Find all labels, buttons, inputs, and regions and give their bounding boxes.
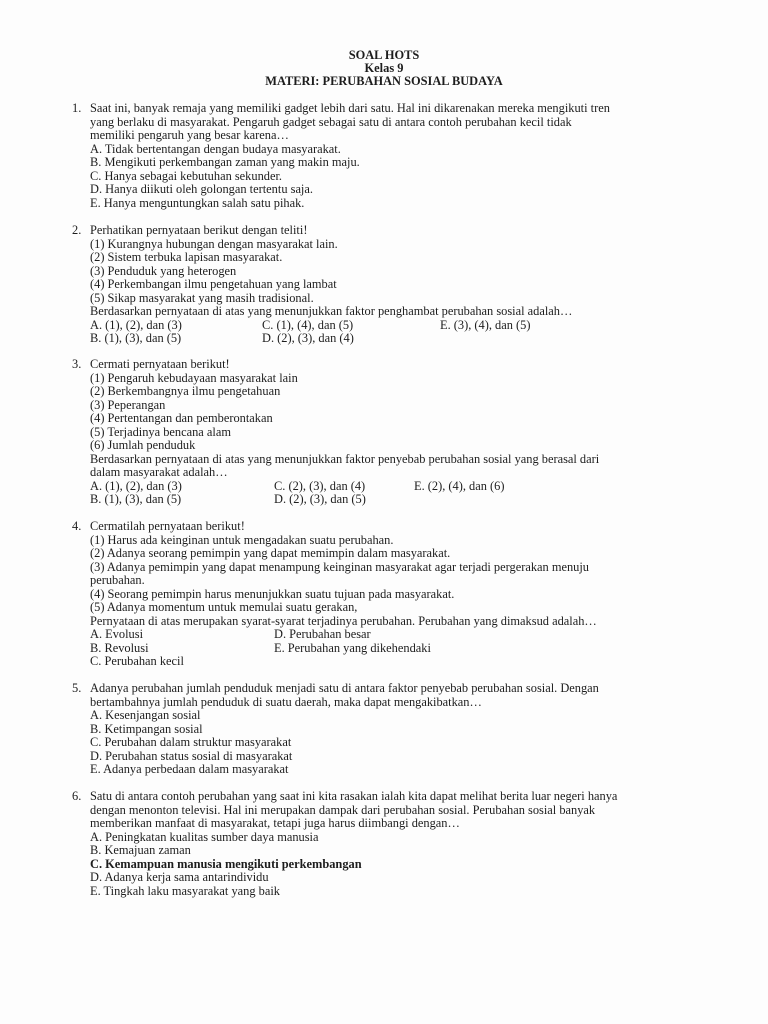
question-stem: 6. Satu di antara contoh perubahan yang saat ini kita rasakan ialah kita dapat melihat berita luar negeri hanya dengan menonton televisi. Hal ini merupakan dampak dari perubahan sosial. Perubahan sosial banyak memberikan manfaat di masyarakat, tetapi juga harus diimbangi dengan… <box>72 789 618 830</box>
topic-label: MATERI: PERUBAHAN SOSIAL BUDAYA <box>265 74 503 88</box>
question-stem: 2. Perhatikan pernyataan berikut dengan teliti! <box>72 223 308 237</box>
option-b: B. (1), (3), dan (5) <box>90 331 182 345</box>
option-c: C. Perubahan kecil <box>90 654 184 668</box>
question-number: 3. <box>72 357 82 371</box>
grade-label: Kelas 9 <box>364 61 404 75</box>
statement: (5) Sikap masyarakat yang masih tradisional. <box>90 290 314 305</box>
answer-options-row <box>72 642 712 656</box>
question-number: 1. <box>72 101 82 115</box>
document-title: SOAL HOTS <box>348 48 420 62</box>
option-d: D. Hanya diikuti oleh golongan tertentu saja. <box>90 182 313 196</box>
answer-options-row <box>72 319 712 333</box>
answer-options <box>72 143 712 211</box>
question-4 <box>72 520 712 669</box>
statement: perubahan. <box>90 573 145 587</box>
question-stem: 4. Cermatilah pernyataan berikut! <box>72 519 245 533</box>
statement: (1) Harus ada keinginan untuk mengadakan suatu perubahan. <box>90 532 394 547</box>
answer-options-row <box>72 655 712 669</box>
option-a: A. Tidak bertentangan dengan budaya masyarakat. <box>90 141 341 156</box>
option-c-highlighted: C. Kemampuan manusia mengikuti perkembangan <box>90 856 362 871</box>
question-prompt: dalam masyarakat adalah… <box>90 465 228 479</box>
question-5 <box>72 682 712 777</box>
statement: (5) Terjadinya bencana alam <box>90 424 231 439</box>
answer-options-row <box>72 332 712 346</box>
statement-list <box>72 372 712 480</box>
option-e: E. (3), (4), dan (5) <box>440 317 531 332</box>
answer-options-row <box>72 493 712 507</box>
statement: (5) Adanya momentum untuk memulai suatu gerakan, <box>90 600 358 614</box>
question-prompt: Pernyataan di atas merupakan syarat-syarat terjadinya perubahan. Perubahan yang dimaksud adalah… <box>90 613 597 628</box>
option-e: E. Tingkah laku masyarakat yang baik <box>90 883 280 898</box>
option-e: E. (2), (4), dan (6) <box>414 478 505 493</box>
statement: (2) Berkembangnya ilmu pengetahuan <box>90 384 281 398</box>
option-d: D. Adanya kerja sama antarindividu <box>90 870 269 884</box>
option-a: A. Evolusi <box>90 627 144 641</box>
option-b: B. Ketimpangan sosial <box>90 721 203 736</box>
question-number: 5. <box>72 681 82 695</box>
question-number: 6. <box>72 789 82 803</box>
question-3 <box>72 358 712 507</box>
answer-options-row <box>72 628 712 642</box>
option-c: C. Perubahan dalam struktur masyarakat <box>90 735 292 749</box>
statement: (4) Pertentangan dan pemberontakan <box>90 411 273 425</box>
statement: (2) Sistem terbuka lapisan masyarakat. <box>90 250 283 264</box>
option-d: D. (2), (3), dan (5) <box>274 492 366 506</box>
option-d: D. Perubahan status sosial di masyarakat <box>90 748 293 763</box>
question-number: 4. <box>72 519 82 533</box>
statement: (4) Perkembangan ilmu pengetahuan yang lambat <box>90 277 337 291</box>
answer-options <box>72 831 712 899</box>
question-prompt: Berdasarkan pernyataan di atas yang menunjukkan faktor penghambat perubahan sosial adalah… <box>90 304 573 318</box>
document-header <box>0 49 768 88</box>
option-a: A. (1), (2), dan (3) <box>90 317 182 332</box>
option-a: A. Peningkatan kualitas sumber daya manusia <box>90 829 319 844</box>
statement: (2) Adanya seorang pemimpin yang dapat memimpin dalam masyarakat. <box>90 546 451 560</box>
answer-options <box>72 709 712 777</box>
question-number: 2. <box>72 223 82 237</box>
statement: (3) Penduduk yang heterogen <box>90 263 237 278</box>
question-1 <box>72 102 712 210</box>
option-b: B. (1), (3), dan (5) <box>90 492 182 506</box>
question-stem: 1. Saat ini, banyak remaja yang memiliki gadget lebih dari satu. Hal ini dikarenakan mereka mengikuti tren yang berlaku di masyarakat. Pengaruh gadget sebagai satu di antara contoh perubahan kecil tidak memiliki pengaruh yang besar karena… <box>72 101 610 142</box>
option-d: D. (2), (3), dan (4) <box>262 331 354 345</box>
question-stem: 3. Cermati pernyataan berikut! <box>72 357 230 371</box>
statement-list <box>72 238 712 319</box>
option-c: C. (2), (3), dan (4) <box>274 478 366 493</box>
question-stem: 5. Adanya perubahan jumlah penduduk menjadi satu di antara faktor penyebab perubahan sosial. Dengan bertambahnya jumlah penduduk di suatu daerah, maka dapat mengakibatkan… <box>72 681 599 709</box>
question-6 <box>72 790 712 898</box>
answer-options-row <box>72 480 712 494</box>
option-e: E. Perubahan yang dikehendaki <box>274 640 431 655</box>
statement: (3) Peperangan <box>90 397 166 412</box>
question-2 <box>72 224 712 346</box>
option-c: C. (1), (4), dan (5) <box>262 317 354 332</box>
question-prompt: Berdasarkan pernyataan di atas yang menunjukkan faktor penyebab perubahan sosial yang berasal dari <box>90 451 600 466</box>
statement-list <box>72 534 712 629</box>
option-c: C. Hanya sebagai kebutuhan sekunder. <box>90 168 282 183</box>
statement: (6) Jumlah penduduk <box>90 438 196 452</box>
option-b: B. Kemajuan zaman <box>90 843 191 857</box>
option-b: B. Mengikuti perkembangan zaman yang makin maju. <box>90 155 360 169</box>
statement: (1) Kurangnya hubungan dengan masyarakat lain. <box>90 236 338 251</box>
statement: (1) Pengaruh kebudayaan masyarakat lain <box>90 370 298 385</box>
option-b: B. Revolusi <box>90 640 149 655</box>
option-a: A. Kesenjangan sosial <box>90 708 201 722</box>
option-e: E. Hanya menguntungkan salah satu pihak. <box>90 195 305 210</box>
statement: (3) Adanya pemimpin yang dapat menampung keinginan masyarakat agar terjadi pergerakan menuju <box>90 559 590 574</box>
option-e: E. Adanya perbedaan dalam masyarakat <box>90 762 289 776</box>
option-d: D. Perubahan besar <box>274 627 371 641</box>
statement: (4) Seorang pemimpin harus menunjukkan suatu tujuan pada masyarakat. <box>90 586 455 601</box>
option-a: A. (1), (2), dan (3) <box>90 478 182 493</box>
